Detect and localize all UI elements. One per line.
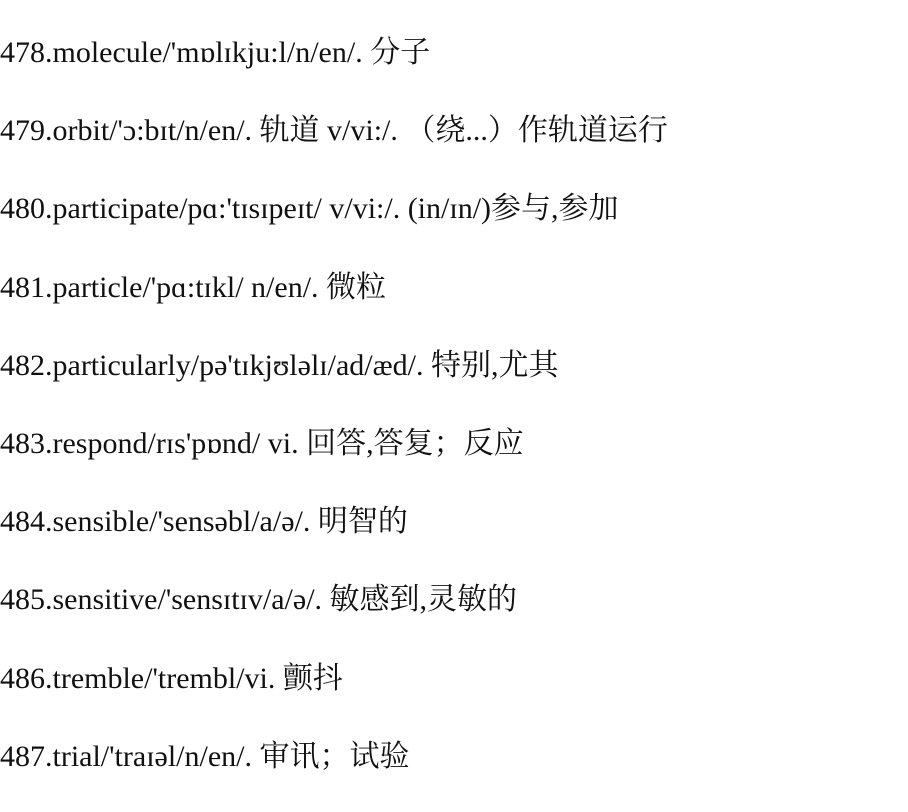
vocab-entry-482: 482.particularly/pə'tɪkjʊləlɪ/ad/æd/. 特别,尤其 [0,348,559,382]
vocab-entry-485: 485.sensitive/'sensɪtɪv/a/ə/. 敏感到,灵敏的 [0,583,518,617]
vocab-entry-480: 480.participate/pɑ:'tɪsɪpeɪt/ v/vi:/. (in/ɪn/)参与,参加 [0,192,619,226]
vocab-entry-487: 487.trial/'traɪəl/n/en/. 审讯；试验 [0,739,410,773]
vocab-entry-483: 483.respond/rɪs'pɒnd/ vi. 回答,答复；反应 [0,426,524,460]
vocab-entry-486: 486.tremble/'trembl/vi. 颤抖 [0,661,343,695]
vocab-entry-484: 484.sensible/'sensəbl/a/ə/. 明智的 [0,505,408,539]
vocab-entry-481: 481.particle/'pɑ:tɪkl/ n/en/. 微粒 [0,270,387,304]
vocab-entry-478: 478.molecule/'mɒlɪkju:l/n/en/. 分子 [0,36,431,69]
vocab-entry-479: 479.orbit/'ɔ:bɪt/n/en/. 轨道 v/vi:/. （绕...）作轨道运行 [0,114,668,148]
